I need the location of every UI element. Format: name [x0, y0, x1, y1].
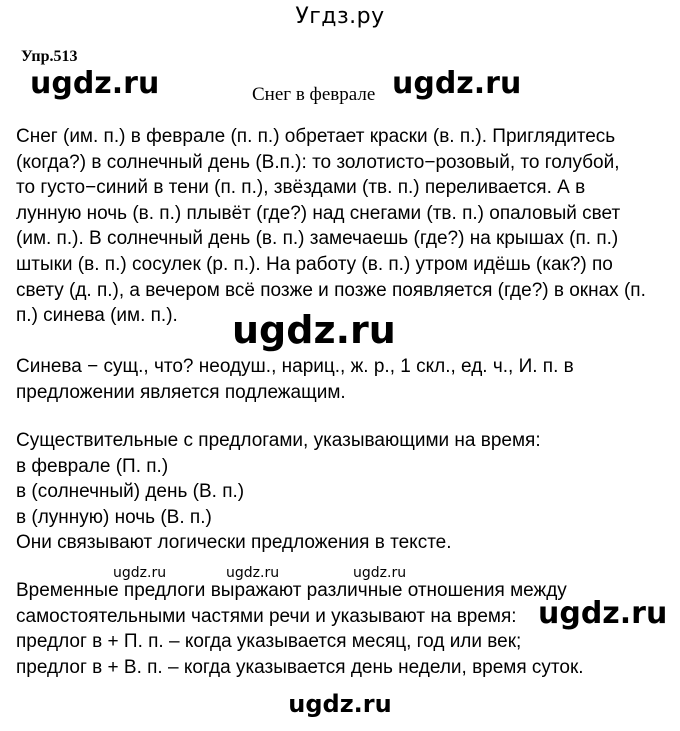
text-line: лунную ночь (в. п.) плывёт (где?) над снегами (тв. п.) опаловый свет: [16, 202, 621, 224]
footer-watermark: ugdz.ru: [288, 690, 392, 718]
watermark: ugdz.ru: [232, 308, 396, 352]
nouns-list: [16, 428, 666, 556]
watermark: ugdz.ru: [30, 66, 160, 101]
list-item: в (лунную) ночь (В. п.): [16, 506, 212, 528]
exercise-number: Упр.513: [21, 48, 78, 65]
text-line: п.) синева (им. п.).: [16, 305, 178, 327]
watermark: ugdz.ru: [353, 565, 407, 581]
text-line: самостоятельными частями речи и указывают на время:: [16, 605, 517, 627]
text-line: Снег (им. п.) в феврале (п. п.) обретает краски (в. п.). Приглядитесь: [16, 126, 616, 147]
text-line: свету (д. п.), а вечером всё позже и позже появляется (где?) в окнах (п.: [16, 279, 646, 301]
list-item: в (солнечный) день (В. п.): [16, 481, 245, 503]
watermark: ugdz.ru: [226, 565, 280, 581]
text-line: предлог в + П. п. – когда указывается месяц, год или век;: [16, 631, 522, 653]
text-line: предлог в + В. п. – когда указывается день недели, время суток.: [16, 656, 584, 678]
text-line: Синева − сущ., что? неодуш., нариц., ж. р., 1 скл., ед. ч., И. п. в: [16, 356, 574, 377]
text-line: предложении является подлежащим.: [16, 381, 346, 403]
text-line: (им. п.). В солнечный день (в. п.) замечаешь (где?) на крышах (п. п.): [16, 228, 619, 250]
text-line: Они связывают логически предложения в тексте.: [16, 532, 452, 554]
parsing-text: [16, 354, 666, 405]
paragraph-text: [16, 124, 666, 329]
watermark: ugdz.ru: [392, 66, 522, 101]
text-line: Временные предлоги выражают различные отношения между: [16, 580, 567, 601]
text-line: (когда?) в солнечный день (В.п.): то золотисто−розовый, то голубой,: [16, 151, 620, 173]
document-title: Снег в феврале: [252, 84, 376, 105]
text-line: Существительные с предлогами, указывающими на время:: [16, 430, 541, 451]
text-line: штыки (в. п.) сосулек (р. п.). На работу (в. п.) утром идёшь (как?) по: [16, 253, 613, 275]
list-item: в феврале (П. п.): [16, 455, 169, 477]
text-line: то густо−синий в тени (п. п.), звёздами (тв. п.) переливается. А в: [16, 177, 586, 199]
site-title: Угдз.ру: [295, 4, 385, 29]
watermark: ugdz.ru: [538, 596, 668, 631]
watermark: ugdz.ru: [113, 565, 167, 581]
